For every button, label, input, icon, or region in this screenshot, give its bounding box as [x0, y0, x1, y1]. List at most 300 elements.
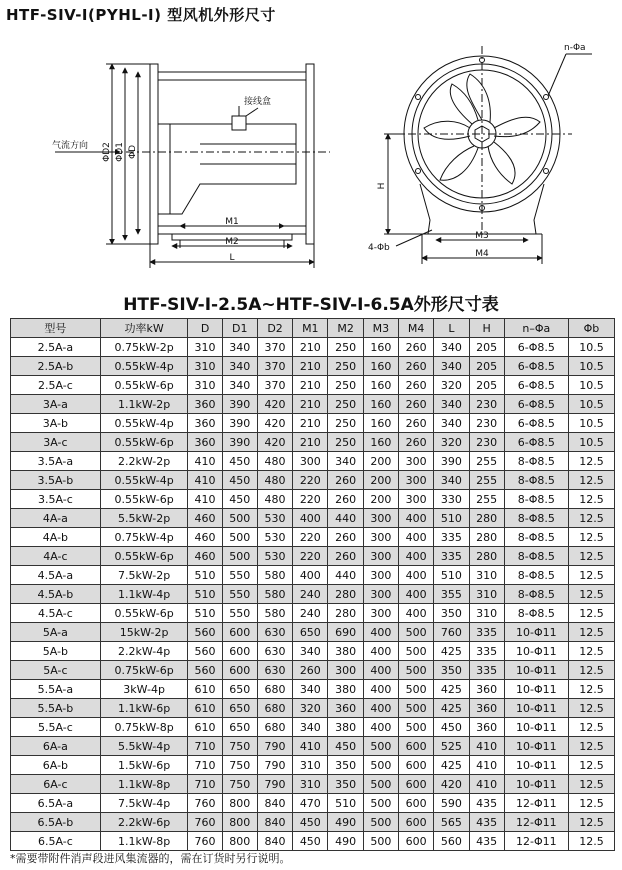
table-cell: 205 [469, 357, 504, 376]
table-cell: 750 [222, 756, 257, 775]
table-cell: 340 [293, 680, 328, 699]
table-cell: 8-Φ8.5 [504, 452, 568, 471]
table-cell: 200 [363, 490, 398, 509]
table-cell: 260 [398, 395, 433, 414]
table-cell: 610 [188, 699, 222, 718]
table-cell: 425 [434, 699, 469, 718]
table-cell: 710 [188, 756, 222, 775]
table-cell: 480 [257, 452, 292, 471]
table-cell: 500 [222, 547, 257, 566]
table-cell: 2.2kW-6p [100, 813, 188, 832]
table-row [11, 471, 615, 490]
table-cell: 300 [363, 509, 398, 528]
table-cell: 355 [434, 585, 469, 604]
table-cell: 510 [188, 585, 222, 604]
table-cell: 370 [257, 357, 292, 376]
table-cell: 550 [222, 585, 257, 604]
table-cell: 510 [188, 604, 222, 623]
table-cell: 300 [398, 452, 433, 471]
table-cell: 260 [328, 528, 363, 547]
table-cell: 3A-b [11, 414, 101, 433]
column-header: M3 [363, 319, 398, 338]
table-cell: 335 [469, 661, 504, 680]
table-cell: 1.1kW-4p [100, 585, 188, 604]
table-cell: 360 [328, 699, 363, 718]
table-cell: 440 [328, 566, 363, 585]
table-row [11, 680, 615, 699]
table-cell: 525 [434, 737, 469, 756]
table-cell: 320 [434, 433, 469, 452]
table-cell: 12.5 [568, 604, 614, 623]
table-cell: 205 [469, 338, 504, 357]
table-cell: 210 [293, 395, 328, 414]
table-cell: 310 [293, 775, 328, 794]
table-cell: 7.5kW-4p [100, 794, 188, 813]
column-header: n–Φa [504, 319, 568, 338]
table-cell: 410 [469, 737, 504, 756]
table-row [11, 775, 615, 794]
table-body [11, 338, 615, 851]
table-cell: 500 [398, 680, 433, 699]
table-cell: 6-Φ8.5 [504, 357, 568, 376]
table-cell: 400 [363, 680, 398, 699]
table-cell: 12.5 [568, 699, 614, 718]
table-cell: 530 [257, 547, 292, 566]
table-cell: 600 [398, 794, 433, 813]
table-cell: 600 [222, 623, 257, 642]
table-cell: 690 [328, 623, 363, 642]
table-cell: 8-Φ8.5 [504, 604, 568, 623]
table-cell: 340 [434, 338, 469, 357]
table-cell: 300 [293, 452, 328, 471]
table-cell: 500 [398, 718, 433, 737]
table-cell: 350 [434, 604, 469, 623]
table-cell: 600 [398, 775, 433, 794]
table-cell: 4A-b [11, 528, 101, 547]
table-cell: 680 [257, 680, 292, 699]
table-cell: 6-Φ8.5 [504, 376, 568, 395]
table-cell: 300 [363, 566, 398, 585]
table-cell: 500 [398, 699, 433, 718]
table-cell: 250 [328, 357, 363, 376]
table-cell: 600 [222, 661, 257, 680]
table-cell: 0.75kW-6p [100, 661, 188, 680]
table-cell: 255 [469, 452, 504, 471]
column-header: 型号 [11, 319, 101, 338]
table-cell: 440 [328, 509, 363, 528]
table-cell: 6-Φ8.5 [504, 433, 568, 452]
table-cell: 12.5 [568, 737, 614, 756]
table-cell: 480 [257, 490, 292, 509]
table-cell: 550 [222, 604, 257, 623]
table-cell: 160 [363, 395, 398, 414]
table-cell: 400 [363, 623, 398, 642]
table-cell: 4.5A-a [11, 566, 101, 585]
table-cell: 230 [469, 433, 504, 452]
table-cell: 6-Φ8.5 [504, 395, 568, 414]
table-cell: 12.5 [568, 509, 614, 528]
table-cell: 680 [257, 718, 292, 737]
table-cell: 390 [222, 395, 257, 414]
table-cell: 680 [257, 699, 292, 718]
table-cell: 12.5 [568, 471, 614, 490]
table-cell: 800 [222, 794, 257, 813]
table-cell: 400 [363, 642, 398, 661]
table-row [11, 433, 615, 452]
table-cell: 370 [257, 376, 292, 395]
table-cell: 12.5 [568, 452, 614, 471]
table-cell: 610 [188, 718, 222, 737]
table-cell: 230 [469, 395, 504, 414]
table-cell: 240 [293, 585, 328, 604]
dim-M3-label: M3 [475, 231, 489, 241]
table-cell: 12-Φ11 [504, 832, 568, 851]
table-cell: 790 [257, 737, 292, 756]
table-cell: 3kW-4p [100, 680, 188, 699]
table-cell: 160 [363, 414, 398, 433]
table-cell: 4A-a [11, 509, 101, 528]
table-cell: 500 [363, 832, 398, 851]
table-cell: 760 [434, 623, 469, 642]
table-cell: 500 [398, 642, 433, 661]
table-cell: 200 [363, 471, 398, 490]
table-cell: 280 [469, 528, 504, 547]
table-cell: 560 [188, 661, 222, 680]
table-cell: 565 [434, 813, 469, 832]
side-view [55, 64, 330, 268]
table-cell: 12.5 [568, 623, 614, 642]
table-cell: 420 [257, 395, 292, 414]
table-cell: 300 [363, 528, 398, 547]
table-cell: 300 [398, 471, 433, 490]
table-cell: 5A-b [11, 642, 101, 661]
table-cell: 0.55kW-4p [100, 414, 188, 433]
table-cell: 840 [257, 794, 292, 813]
table-cell: 260 [328, 471, 363, 490]
table-cell: 10-Φ11 [504, 623, 568, 642]
table-cell: 10.5 [568, 338, 614, 357]
footnote: *需要带附件消声段进风集流器的，需在订货时另行说明。 [10, 852, 291, 865]
table-cell: 800 [222, 832, 257, 851]
table-cell: 500 [222, 509, 257, 528]
table-cell: 12.5 [568, 566, 614, 585]
table-cell: 210 [293, 357, 328, 376]
table-cell: 0.75kW-4p [100, 528, 188, 547]
table-cell: 340 [222, 338, 257, 357]
table-cell: 350 [328, 775, 363, 794]
table-row [11, 357, 615, 376]
table-row [11, 623, 615, 642]
dim-D1-label: ΦD1 [115, 142, 125, 162]
table-cell: 600 [398, 832, 433, 851]
table-cell: 360 [188, 433, 222, 452]
table-cell: 300 [363, 547, 398, 566]
table-cell: 10-Φ11 [504, 775, 568, 794]
table-cell: 8-Φ8.5 [504, 547, 568, 566]
table-row [11, 566, 615, 585]
table-cell: 450 [434, 718, 469, 737]
table-cell: 12.5 [568, 718, 614, 737]
table-cell: 300 [328, 661, 363, 680]
table-cell: 260 [398, 414, 433, 433]
table-cell: 10.5 [568, 357, 614, 376]
table-cell: 710 [188, 737, 222, 756]
table-cell: 360 [188, 414, 222, 433]
table-cell: 360 [469, 680, 504, 699]
table-cell: 610 [188, 680, 222, 699]
table-cell: 460 [188, 547, 222, 566]
table-cell: 335 [434, 547, 469, 566]
base-holes-label: 4-Φb [368, 243, 390, 253]
table-cell: 360 [469, 718, 504, 737]
table-cell: 340 [293, 642, 328, 661]
column-header: D2 [257, 319, 292, 338]
table-cell: 340 [293, 718, 328, 737]
table-cell: 12.5 [568, 585, 614, 604]
table-cell: 310 [188, 338, 222, 357]
table-cell: 600 [398, 756, 433, 775]
table-cell: 6-Φ8.5 [504, 338, 568, 357]
table-row [11, 661, 615, 680]
dim-D-label: ΦD [128, 144, 138, 160]
table-cell: 410 [469, 756, 504, 775]
table-cell: 10-Φ11 [504, 699, 568, 718]
table-cell: 630 [257, 661, 292, 680]
table-head [11, 319, 615, 338]
table-cell: 450 [293, 813, 328, 832]
table-cell: 560 [188, 642, 222, 661]
table-cell: 0.75kW-2p [100, 338, 188, 357]
technical-drawing-svg [0, 24, 622, 274]
table-title: HTF-SIV-I-2.5A~HTF-SIV-I-6.5A外形尺寸表 [123, 295, 499, 315]
table-cell: 7.5kW-2p [100, 566, 188, 585]
table-cell: 650 [222, 718, 257, 737]
table-cell: 160 [363, 357, 398, 376]
table-row [11, 718, 615, 737]
table-cell: 470 [293, 794, 328, 813]
table-cell: 3.5A-c [11, 490, 101, 509]
table-cell: 420 [257, 414, 292, 433]
table-cell: 12.5 [568, 813, 614, 832]
table-row [11, 414, 615, 433]
table-cell: 390 [434, 452, 469, 471]
table-cell: 0.55kW-6p [100, 604, 188, 623]
dim-D2-label: ΦD2 [102, 142, 112, 162]
table-cell: 240 [293, 604, 328, 623]
table-cell: 0.55kW-6p [100, 547, 188, 566]
table-cell: 250 [328, 433, 363, 452]
table-cell: 450 [222, 471, 257, 490]
airflow-label: 气流方向 [52, 141, 89, 151]
table-cell: 380 [328, 642, 363, 661]
table-cell: 425 [434, 642, 469, 661]
table-cell: 230 [469, 414, 504, 433]
table-cell: 260 [398, 376, 433, 395]
table-cell: 8-Φ8.5 [504, 528, 568, 547]
table-cell: 790 [257, 756, 292, 775]
table-cell: 510 [434, 566, 469, 585]
table-cell: 530 [257, 528, 292, 547]
table-cell: 420 [257, 433, 292, 452]
table-cell: 400 [293, 509, 328, 528]
column-header: M2 [328, 319, 363, 338]
table-cell: 380 [328, 718, 363, 737]
dim-M1-label: M1 [225, 217, 239, 227]
table-cell: 12-Φ11 [504, 813, 568, 832]
dim-M2-label: M2 [225, 237, 239, 247]
table-cell: 840 [257, 832, 292, 851]
table-cell: 10-Φ11 [504, 661, 568, 680]
table-cell: 1.1kW-8p [100, 832, 188, 851]
table-cell: 400 [398, 547, 433, 566]
drawing-title: HTF-SIV-I(PYHL-I) 型风机外形尺寸 [6, 6, 276, 24]
table-row [11, 756, 615, 775]
table-cell: 160 [363, 376, 398, 395]
table-cell: 390 [222, 433, 257, 452]
table-cell: 260 [398, 433, 433, 452]
table-cell: 0.55kW-4p [100, 471, 188, 490]
table-cell: 3A-a [11, 395, 101, 414]
table-cell: 500 [398, 661, 433, 680]
table-cell: 1.5kW-6p [100, 756, 188, 775]
table-cell: 340 [434, 414, 469, 433]
table-cell: 6.5A-c [11, 832, 101, 851]
table-cell: 3A-c [11, 433, 101, 452]
table-cell: 250 [328, 376, 363, 395]
column-header: M1 [293, 319, 328, 338]
table-cell: 500 [363, 756, 398, 775]
table-cell: 300 [363, 604, 398, 623]
table-cell: 490 [328, 813, 363, 832]
table-cell: 5.5kW-4p [100, 737, 188, 756]
table-cell: 12.5 [568, 775, 614, 794]
table-cell: 310 [188, 357, 222, 376]
table-cell: 630 [257, 623, 292, 642]
table-cell: 450 [328, 737, 363, 756]
column-header: L [434, 319, 469, 338]
table-row [11, 737, 615, 756]
table-cell: 260 [328, 547, 363, 566]
junction-box-label: 接线盒 [244, 97, 272, 107]
table-cell: 260 [328, 490, 363, 509]
table-cell: 260 [293, 661, 328, 680]
table-cell: 220 [293, 471, 328, 490]
table-cell: 310 [293, 756, 328, 775]
table-cell: 400 [398, 585, 433, 604]
table-cell: 12-Φ11 [504, 794, 568, 813]
height-label: H [377, 182, 387, 190]
column-header: D1 [222, 319, 257, 338]
table-row [11, 490, 615, 509]
table-row [11, 338, 615, 357]
table-cell: 390 [222, 414, 257, 433]
table-cell: 10-Φ11 [504, 718, 568, 737]
table-cell: 6A-a [11, 737, 101, 756]
table-cell: 410 [469, 775, 504, 794]
table-cell: 370 [257, 338, 292, 357]
table-cell: 280 [469, 509, 504, 528]
table-cell: 510 [188, 566, 222, 585]
table-cell: 0.55kW-6p [100, 433, 188, 452]
table-cell: 3.5A-a [11, 452, 101, 471]
table-cell: 300 [363, 585, 398, 604]
table-row [11, 509, 615, 528]
table-cell: 425 [434, 680, 469, 699]
table-cell: 5A-c [11, 661, 101, 680]
table-cell: 260 [398, 357, 433, 376]
table-cell: 340 [222, 376, 257, 395]
table-cell: 8-Φ8.5 [504, 585, 568, 604]
table-row [11, 832, 615, 851]
table-cell: 8-Φ8.5 [504, 490, 568, 509]
table-cell: 500 [363, 737, 398, 756]
table-cell: 480 [257, 471, 292, 490]
table-cell: 580 [257, 566, 292, 585]
table-cell: 335 [434, 528, 469, 547]
table-row [11, 452, 615, 471]
table-cell: 4A-c [11, 547, 101, 566]
table-cell: 760 [188, 813, 222, 832]
table-cell: 10.5 [568, 376, 614, 395]
table-cell: 10-Φ11 [504, 642, 568, 661]
table-cell: 12.5 [568, 528, 614, 547]
table-cell: 12.5 [568, 547, 614, 566]
table-cell: 300 [398, 490, 433, 509]
table-cell: 500 [363, 794, 398, 813]
table-cell: 790 [257, 775, 292, 794]
column-header: D [188, 319, 222, 338]
table-header-row [11, 319, 615, 338]
table-cell: 5.5A-b [11, 699, 101, 718]
table-cell: 12.5 [568, 642, 614, 661]
table-cell: 800 [222, 813, 257, 832]
table-cell: 400 [363, 661, 398, 680]
table-cell: 600 [222, 642, 257, 661]
table-cell: 425 [434, 756, 469, 775]
table-row [11, 395, 615, 414]
table-cell: 650 [293, 623, 328, 642]
table-cell: 400 [398, 566, 433, 585]
table-cell: 6-Φ8.5 [504, 414, 568, 433]
table-cell: 4.5A-c [11, 604, 101, 623]
table-cell: 400 [293, 566, 328, 585]
dim-M4-label: M4 [475, 249, 489, 259]
table-cell: 580 [257, 604, 292, 623]
table-cell: 340 [328, 452, 363, 471]
table-cell: 10-Φ11 [504, 737, 568, 756]
table-cell: 460 [188, 528, 222, 547]
table-cell: 410 [188, 490, 222, 509]
table-cell: 2.5A-a [11, 338, 101, 357]
table-cell: 350 [434, 661, 469, 680]
table-cell: 10-Φ11 [504, 680, 568, 699]
table-cell: 400 [363, 699, 398, 718]
table-cell: 6A-b [11, 756, 101, 775]
table-row [11, 794, 615, 813]
table-cell: 2.5A-c [11, 376, 101, 395]
table-cell: 1.1kW-8p [100, 775, 188, 794]
table-cell: 490 [328, 832, 363, 851]
table-cell: 580 [257, 585, 292, 604]
table-cell: 260 [398, 338, 433, 357]
table-cell: 350 [328, 756, 363, 775]
table-cell: 410 [188, 452, 222, 471]
table-cell: 630 [257, 642, 292, 661]
table-cell: 6A-c [11, 775, 101, 794]
table-cell: 500 [222, 528, 257, 547]
table-cell: 8-Φ8.5 [504, 566, 568, 585]
table-cell: 340 [434, 471, 469, 490]
